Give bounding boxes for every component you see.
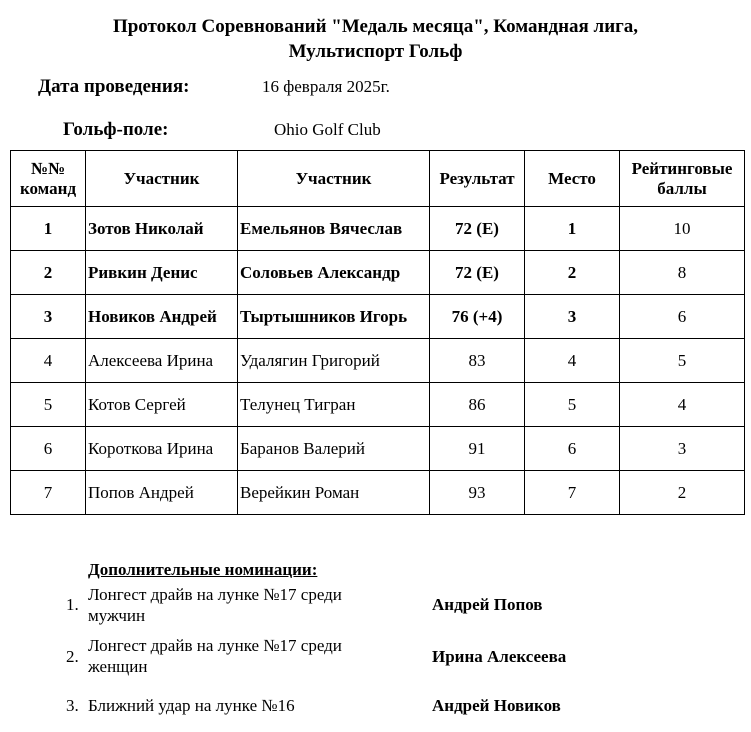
rating-points-cell: 5	[620, 339, 745, 383]
nomination-text: Лонгест драйв на лунке №17 среди мужчин	[88, 585, 342, 625]
participant-1-cell: Зотов Николай	[86, 207, 238, 251]
team-number-cell: 2	[11, 251, 86, 295]
team-number-cell: 6	[11, 427, 86, 471]
header-participant-1: Участник	[86, 151, 238, 207]
nomination-text: Лонгест драйв на лунке №17 среди женщин	[88, 636, 342, 676]
date-label: Дата проведения:	[38, 76, 190, 97]
result-cell: 93	[430, 471, 525, 515]
table-row	[11, 339, 745, 383]
place-cell: 4	[525, 339, 620, 383]
participant-1-cell: Котов Сергей	[86, 383, 238, 427]
nomination-number: 3.	[66, 696, 79, 715]
golf-course-label: Гольф-поле:	[63, 119, 169, 140]
participant-1-cell: Попов Андрей	[86, 471, 238, 515]
header-place: Место	[525, 151, 620, 207]
table-row	[11, 383, 745, 427]
participant-2-cell: Телунец Тигран	[238, 383, 430, 427]
participant-2-cell: Тыртышников Игорь	[238, 295, 430, 339]
result-cell: 72 (E)	[430, 207, 525, 251]
place-cell: 3	[525, 295, 620, 339]
nomination-text: Ближний удар на лунке №16	[88, 696, 295, 715]
date-value: 16 февраля 2025г.	[262, 77, 390, 96]
header-team-number: №№ команд	[11, 151, 86, 207]
participant-2-cell: Баранов Валерий	[238, 427, 430, 471]
participant-2-cell: Удалягин Григорий	[238, 339, 430, 383]
rating-points-cell: 4	[620, 383, 745, 427]
header-participant-2: Участник	[238, 151, 430, 207]
place-cell: 2	[525, 251, 620, 295]
participant-2-cell: Емельянов Вячеслав	[238, 207, 430, 251]
participant-2-cell: Верейкин Роман	[238, 471, 430, 515]
nomination-number: 2.	[66, 647, 79, 666]
team-number-cell: 7	[11, 471, 86, 515]
rating-points-cell: 8	[620, 251, 745, 295]
table-row	[11, 251, 745, 295]
participant-1-cell: Короткова Ирина	[86, 427, 238, 471]
participant-1-cell: Ривкин Денис	[86, 251, 238, 295]
rating-points-cell: 6	[620, 295, 745, 339]
rating-points-cell: 3	[620, 427, 745, 471]
header-result: Результат	[430, 151, 525, 207]
results-table	[10, 150, 745, 515]
nominations-heading: Дополнительные номинации:	[88, 560, 318, 579]
result-cell: 91	[430, 427, 525, 471]
participant-1-cell: Новиков Андрей	[86, 295, 238, 339]
result-cell: 76 (+4)	[430, 295, 525, 339]
nomination-winner: Андрей Новиков	[432, 696, 561, 715]
team-number-cell: 3	[11, 295, 86, 339]
team-number-cell: 4	[11, 339, 86, 383]
team-number-cell: 1	[11, 207, 86, 251]
table-header-row	[11, 151, 745, 207]
nomination-number: 1.	[66, 595, 79, 614]
team-number-cell: 5	[11, 383, 86, 427]
table-row	[11, 427, 745, 471]
result-cell: 86	[430, 383, 525, 427]
nomination-winner: Ирина Алексеева	[432, 647, 567, 666]
rating-points-cell: 10	[620, 207, 745, 251]
golf-course-value: Ohio Golf Club	[274, 120, 381, 139]
place-cell: 1	[525, 207, 620, 251]
rating-points-cell: 2	[620, 471, 745, 515]
nomination-winner: Андрей Попов	[432, 595, 543, 614]
result-cell: 72 (E)	[430, 251, 525, 295]
table-row	[11, 471, 745, 515]
place-cell: 5	[525, 383, 620, 427]
result-cell: 83	[430, 339, 525, 383]
participant-1-cell: Алексеева Ирина	[86, 339, 238, 383]
table-row	[11, 207, 745, 251]
table-row	[11, 295, 745, 339]
document-title-line2: Мультиспорт Гольф	[288, 41, 463, 62]
place-cell: 6	[525, 427, 620, 471]
place-cell: 7	[525, 471, 620, 515]
header-rating-points: Рейтинговые баллы	[620, 151, 745, 207]
participant-2-cell: Соловьев Александр	[238, 251, 430, 295]
document-title-line1: Протокол Соревнований "Медаль месяца", Командная лига,	[112, 16, 639, 37]
